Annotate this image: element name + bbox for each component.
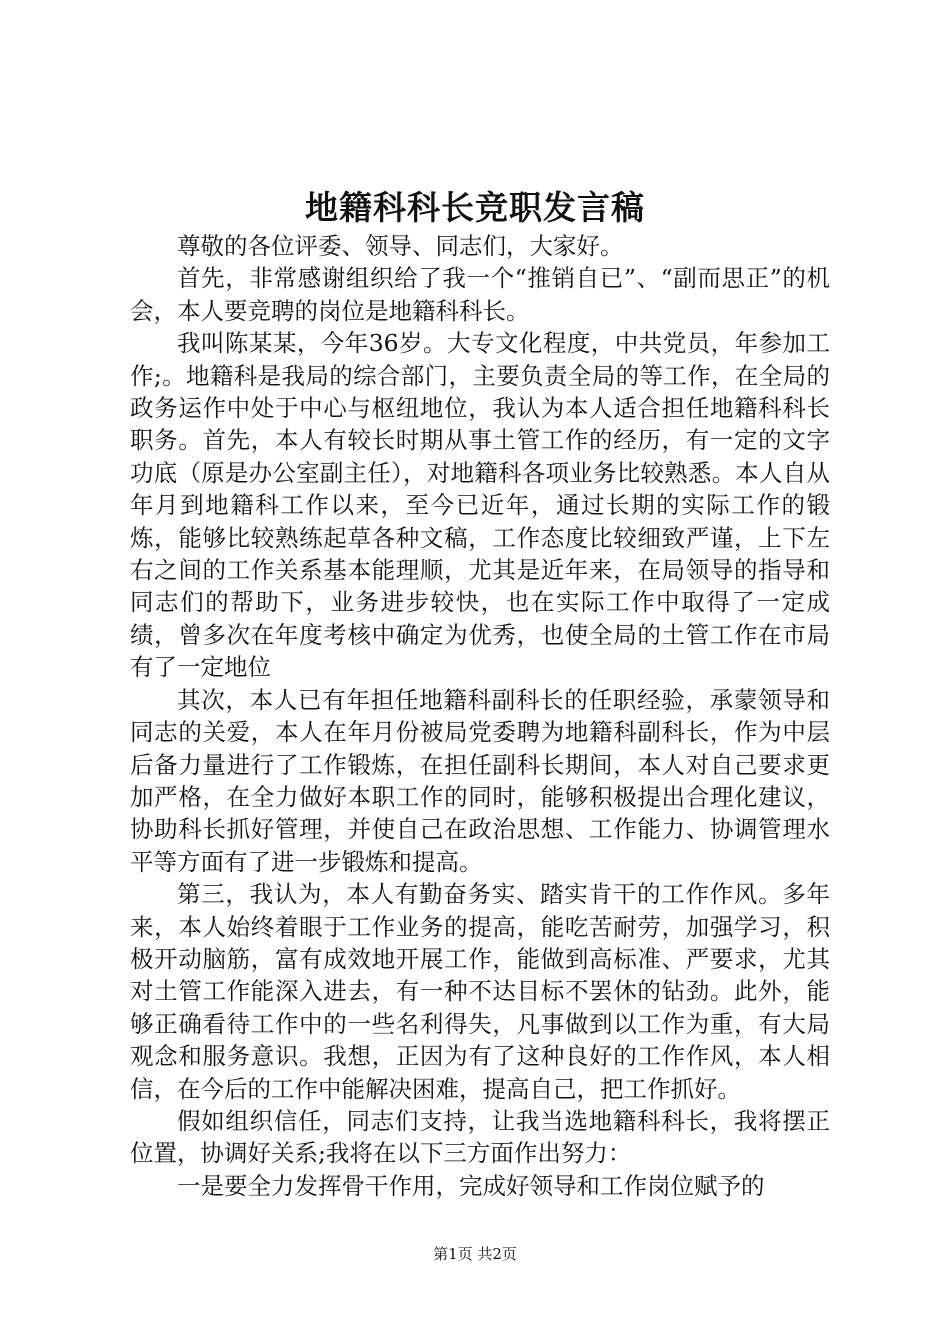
document-body — [130, 230, 830, 1202]
paragraph-plan-one: 一是要全力发挥骨干作用，完成好领导和工作岗位赋予的 — [177, 1171, 765, 1200]
paragraph-commitment: 假如组织信任，同志们支持，让我当选地籍科科长，我将摆正位置，协调好关系;我将在以下三方面作出努力： — [130, 1106, 830, 1168]
paragraph-greeting: 尊敬的各位评委、领导、同志们，大家好。 — [177, 232, 624, 260]
document-title: 地籍科科长竞职发言稿 — [305, 188, 645, 227]
paragraph-thanks: 首先，非常感谢组织给了我一个“推销自已”、“副而思正”的机会，本人要竞聘的岗位是地籍科科长。 — [130, 264, 830, 325]
paragraph-work-style: 第三，我认为，本人有勤奋务实、踏实肯干的工作作风。多年来，本人始终着眼于工作业务的提高，能吃苦耐劳，加强学习，积极开动脑筋，富有成效地开展工作，能做到高标准、严要求，尤其对土管工作能深入进去，有一种不达目标不罢休的钻劲。此外，能够正确看待工作中的一些名利得失，凡事做到以工作为重，有大局观念和服务意识。我想，正因为有了这种良好的工作作风，本人相信，在今后的工作中能解决困难，提高自己，把工作抓好。 — [130, 880, 830, 1103]
paragraph-experience: 其次，本人已有年担任地籍科副科长的任职经验，承蒙领导和同志的关爱，本人在年月份被局党委聘为地籍科副科长，作为中层后备力量进行了工作锻炼，在担任副科长期间，本人对自己要求更加严格，在全力做好本职工作的同时，能够积极提出合理化建议，协助科长抓好管理，并使自己在政治思想、工作能力、协调管理水平等方面有了进一步锻炼和提高。 — [130, 685, 830, 876]
paragraph-introduction: 我叫陈某某，今年36岁。大专文化程度，中共党员，年参加工作;。地籍科是我局的综合部门，主要负责全局的等工作，在全局的政务运作中处于中心与枢纽地位，我认为本人适合担任地籍科科长职务。首先，本人有较长时期从事土管工作的经历，有一定的文字功底（原是办公室副主任），对地籍科各项业务比较熟悉。本人自从年月到地籍科工作以来，至今已近年，通过长期的实际工作的锻炼，能够比较熟练起草各种文稿，工作态度比较细致严谨，上下左右之间的工作关系基本能理顺，尤其是近年来，在局领导的指导和同志们的帮助下，业务进步较快，也在实际工作中取得了一定成绩，曾多次在年度考核中确定为优秀，也使全局的土管工作在市局有了一定地位 — [130, 329, 830, 682]
page-footer: 第1页 共2页 — [433, 1245, 517, 1263]
